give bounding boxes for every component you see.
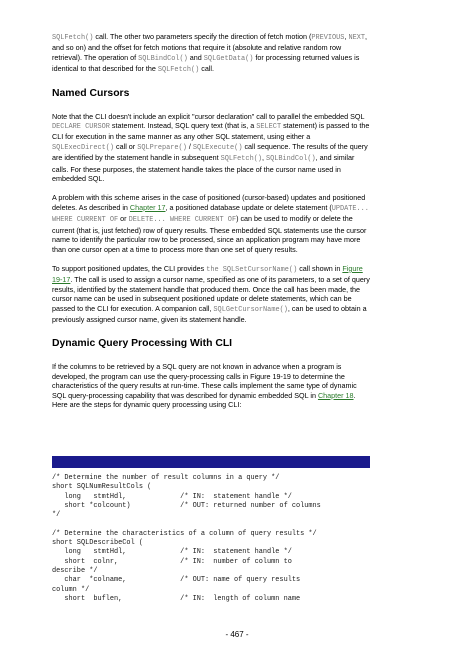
code-sqlexecute: SQLExecute() <box>192 143 243 152</box>
code-sqlbindcol: SQLBindCol() <box>138 54 188 63</box>
paragraph-fetch <box>52 32 370 76</box>
text: for processing returned values is identical to that described for the <box>52 52 360 74</box>
text: A problem with this scheme arises in the case of positioned (cursor-based) updates and positioned deletes. As described in <box>52 193 366 212</box>
code-declare-cursor: DECLARE CURSOR <box>52 123 110 132</box>
text: If the columns to be retrieved by a SQL query are not known in advance when a program is developed, the program can use the query-processing calls in Figure 19-19 to determine the characteristics of the query results at run-time. These calls implement the same type of dynamic SQL query-processing capability that was described for dynamic embedded SQL in <box>52 362 357 400</box>
text: , and so on) and the offset for fetch motions that require it (absolute and relative random row retrieval). The operation of <box>52 32 367 62</box>
text: call. The other two parameters specify the direction of fetch motion ( <box>93 32 312 41</box>
link-chapter-18[interactable]: Chapter 18 <box>317 390 354 400</box>
text: statement) is passed to the CLI for execution in the same manner as any other SQL statement, using either a <box>52 121 370 142</box>
paragraph-setcursorname <box>52 264 370 324</box>
text: , a positioned database update or delete statement ( <box>165 202 332 212</box>
text: and <box>187 52 204 62</box>
text: , can be used to obtain a previously assigned cursor name, given its statement handle. <box>52 303 367 324</box>
text: , and similar calls. For these purposes, the statement handle takes the place of the cursor name used in embedded SQL. <box>52 153 355 184</box>
code-sqlfetch: SQLFetch() <box>157 66 200 75</box>
code-sqlexecdirect: SQLExecDirect() <box>52 143 115 152</box>
text: . The call is used to assign a cursor name, specified as one of its parameters, to a set of query results, identified by the statement handle that produced them. Once the call has been made, the cursor name can be used in subsequent positioned update or delete statements, which can be passed to the CLI for execution. A companion call, <box>52 275 370 313</box>
text: . Here are the steps for dynamic query processing using CLI: <box>52 390 356 409</box>
document-body <box>52 32 370 409</box>
code-sqlprepare: SQLPrepare() <box>137 143 187 152</box>
text: statement. Instead, SQL query text (that is, a <box>109 121 257 131</box>
section-heading-dynamic-query: Dynamic Query Processing With CLI <box>52 338 233 350</box>
code-sqlbindcol: SQLBindCol() <box>265 155 316 164</box>
code-previous: PREVIOUS <box>311 34 345 42</box>
text: To support positioned updates, the CLI provides <box>52 263 207 273</box>
text: call sequence. The results of the query are identified by the statement handle in subsequent <box>52 141 368 163</box>
code-update-where: UPDATE... WHERE CURRENT OF <box>52 204 369 225</box>
section-heading-named-cursors: Named Cursors <box>52 87 130 99</box>
code-listing: /* Determine the number of result columns in a query */ short SQLNumResultCols ( long stmtHdl, /* IN: statement handle */ short *colcount) /* OUT: returned number of columns */ /* Determine the characteristics of a column of query results */ short SQLDescribeCol ( long stmtHdl, /* IN: statement handle */ short colnr, /* IN: number of column to describe */ char *colname, /* OUT: name of query results column */ short buflen, /* IN: length of column name <box>52 474 321 603</box>
page-number: - 467 - <box>225 630 249 639</box>
paragraph-positioned-updates <box>52 193 370 253</box>
code-listing-header-bar <box>52 456 370 468</box>
text: call or <box>114 141 138 151</box>
text: call. <box>199 64 215 74</box>
code-sqlsetcursorname: the SQLSetCursorName() <box>206 265 298 274</box>
code-next: NEXT <box>348 34 365 42</box>
text: call shown in <box>297 263 343 273</box>
link-chapter-17[interactable]: Chapter 17 <box>129 202 166 212</box>
code-sqlgetdata: SQLGetData() <box>203 54 254 63</box>
text: , <box>344 32 349 41</box>
paragraph-dynamic-query <box>52 362 370 409</box>
code-sqlfetch: SQLFetch() <box>52 34 94 42</box>
text: Note that the CLI doesn't include an explicit "cursor declaration" call to parallel the embedded SQL <box>52 111 365 121</box>
link-figure-19-17[interactable]: Figure 19-17 <box>52 263 363 285</box>
text: ) can be used to modify or delete the current (that is, just fetched) row of query results. These embedded SQL statements use the cursor name to identify the particular row to be processed, since an application program may have more than one cursor open at a time to process more than one set of query results. <box>52 214 367 254</box>
code-sqlgetcursorname: SQLGetCursorName() <box>213 305 288 314</box>
code-select: SELECT <box>256 123 282 132</box>
text: , <box>261 153 266 163</box>
code-sqlfetch: SQLFetch() <box>220 155 262 164</box>
text: / <box>186 141 193 151</box>
code-delete-where: DELETE... WHERE CURRENT OF <box>128 216 237 225</box>
text: or <box>118 214 129 224</box>
paragraph-cursor-declaration <box>52 112 370 184</box>
